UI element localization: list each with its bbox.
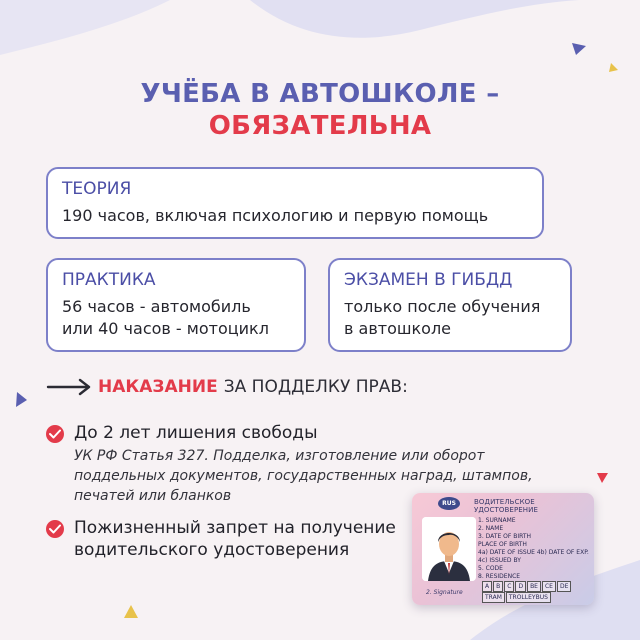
- license-country-badge: RUS: [438, 497, 460, 510]
- penalty-item-2-line-1: Пожизненный запрет на получение: [74, 518, 396, 538]
- practice-line-1: 56 часов - автомобиль: [62, 297, 251, 316]
- check-circle-icon: [46, 425, 64, 443]
- penalty-item-2-line-2: водительского удостоверения: [74, 540, 350, 560]
- license-category: BE: [527, 581, 541, 592]
- penalty-item-ban: [46, 517, 396, 561]
- check-circle-icon: [46, 520, 64, 538]
- theory-card: [46, 167, 544, 239]
- page-title: [0, 78, 640, 142]
- exam-line-1: только после обучения: [344, 297, 541, 316]
- top-left-blob: [0, 0, 170, 55]
- penalty-accent: НАКАЗАНИЕ: [98, 377, 218, 397]
- title-line-1: УЧЁБА В АВТОШКОЛЕ –: [140, 79, 500, 109]
- license-photo: [422, 517, 476, 581]
- law-note-line-3: печатей или бланков: [74, 488, 232, 504]
- license-field: PLACE OF BIRTH: [478, 541, 527, 548]
- practice-heading: ПРАКТИКА: [62, 270, 156, 290]
- law-note-line-2: поддельных документов, государственных наград, штампов,: [74, 468, 533, 484]
- penalty-heading: [46, 372, 408, 402]
- license-signature: 2. Signature: [426, 589, 463, 596]
- license-category: CE: [542, 581, 556, 592]
- license-field: 4a) DATE OF ISSUE 4b) DATE OF EXP.: [478, 549, 589, 556]
- license-category: TRAM: [482, 592, 505, 603]
- exam-line-2: в автошколе: [344, 319, 452, 338]
- license-title: ВОДИТЕЛЬСКОЕ УДОСТОВЕРЕНИЕ: [474, 498, 539, 514]
- triangle-decor-icon: [609, 63, 618, 72]
- license-category: D: [515, 581, 526, 592]
- triangle-decor-icon: [124, 605, 138, 618]
- theory-text: 190 часов, включая психологию и первую помощь: [62, 206, 489, 225]
- license-category: A: [482, 581, 492, 592]
- practice-line-2: или 40 часов - мотоцикл: [62, 319, 269, 338]
- license-category: C: [504, 581, 514, 592]
- license-fields: [478, 517, 589, 581]
- license-field: 1. SURNAME: [478, 517, 516, 524]
- penalty-rest: ЗА ПОДДЕЛКУ ПРАВ:: [223, 377, 408, 397]
- penalty-item-2-text: [74, 517, 396, 561]
- driver-license-image: [412, 493, 594, 605]
- penalty-item-prison: [46, 422, 318, 444]
- license-field: 2. NAME: [478, 525, 504, 532]
- license-field: 3. DATE OF BIRTH: [478, 533, 532, 540]
- license-field: 8. RESIDENCE: [478, 573, 521, 580]
- practice-card: [46, 258, 306, 352]
- law-note-line-1: УК РФ Статья 327. Подделка, изготовление или оборот: [74, 448, 485, 464]
- title-line-2: ОБЯЗАТЕЛЬНА: [208, 111, 432, 141]
- theory-heading: ТЕОРИЯ: [62, 179, 132, 199]
- exam-card: [328, 258, 572, 352]
- license-category: DE: [557, 581, 571, 592]
- triangle-decor-icon: [16, 392, 27, 407]
- license-field: 4c) ISSUED BY: [478, 557, 521, 564]
- exam-heading: ЭКЗАМЕН В ГИБДД: [344, 270, 513, 290]
- license-field: 5. CODE: [478, 565, 503, 572]
- triangle-decor-icon: [597, 473, 608, 483]
- triangle-decor-icon: [572, 43, 586, 55]
- license-category: B: [493, 581, 503, 592]
- license-categories: [482, 581, 572, 603]
- arrow-right-icon: [46, 378, 92, 396]
- top-blob: [250, 0, 640, 38]
- license-category: TROLLEYBUS: [506, 592, 551, 603]
- penalty-item-1-text: До 2 лет лишения свободы: [74, 423, 318, 443]
- person-icon: [422, 517, 476, 581]
